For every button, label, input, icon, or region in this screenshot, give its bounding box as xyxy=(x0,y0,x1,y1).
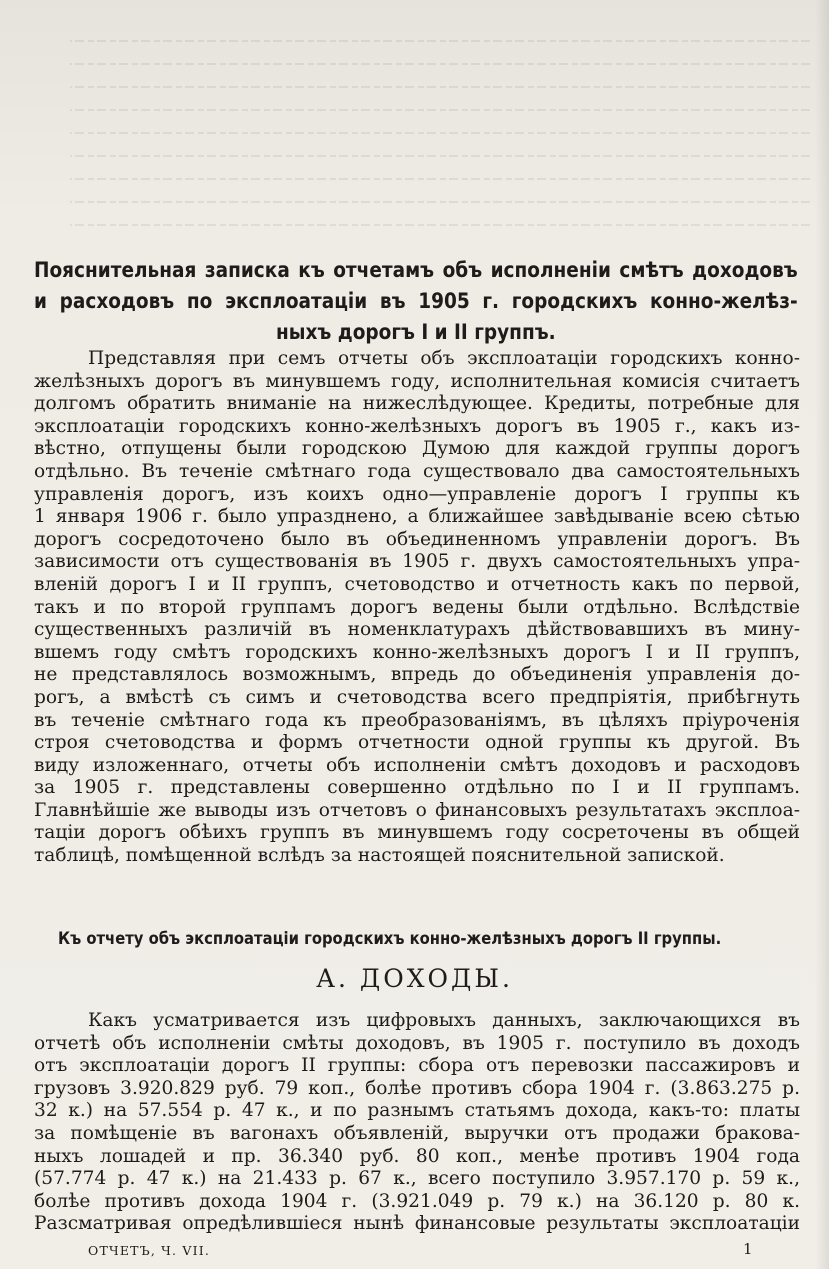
text-line: 1 января 1906 г. было упразднено, а ближайшее завѣдываніе всею сѣтью xyxy=(34,506,800,528)
text-line: вѣстно, отпущены были городскою Думою для каждой группы дорогъ xyxy=(34,438,800,460)
text-line: вленій дорогъ I и II группъ, счетоводство и отчетность какъ по первой, xyxy=(34,573,800,595)
text-line: рогъ, а вмѣстѣ съ симъ и счетоводства всего предпріятія, прибѣгнуть xyxy=(34,686,800,708)
text-line: управленія дорогъ, изъ коихъ одно—управленіе дорогъ I группы къ xyxy=(34,483,800,505)
text-line: отчетѣ объ исполненіи смѣты доходовъ, въ 1905 г. поступило въ доходъ xyxy=(34,1032,800,1054)
text-line: дорогъ сосредоточено было въ объединенномъ управленіи дорогъ. Въ xyxy=(34,528,800,550)
text-line: вшемъ году смѣтъ городскихъ конно-желѣзныхъ дорогъ I и II группъ, xyxy=(34,641,800,663)
section-title: А. ДОХОДЫ. xyxy=(316,964,513,993)
text-line: 32 к.) на 57.554 р. 47 к., и по разнымъ статьямъ дохода, какъ-то: платы xyxy=(34,1100,800,1122)
text-line: за помѣщеніе въ вагонахъ объявленій, выручки отъ продажи бракова- xyxy=(34,1122,800,1144)
text-line: Представляя при семъ отчеты объ эксплоатаціи городскихъ конно- xyxy=(88,348,800,369)
text-line: Главнѣйшіе же выводы изъ отчетовъ о финансовыхъ результатахъ эксплоа- xyxy=(34,799,800,821)
text-line: за 1905 г. представлены совершенно отдѣльно по I и II группамъ. xyxy=(34,777,800,799)
text-line: такъ и по второй группамъ дорогъ ведены были отдѣльно. Вслѣдствіе xyxy=(34,596,800,618)
heading-line: Пояснительная записка къ отчетамъ объ исполненіи смѣтъ доходовъ xyxy=(34,258,798,283)
text-line: (57.774 р. 47 к.) на 21.433 р. 67 к., всего поступило 3.957.170 р. 59 к., xyxy=(34,1168,800,1190)
bleed-through-texture xyxy=(70,40,810,255)
page-edge-shadow xyxy=(815,0,829,1269)
text-line: виду изложеннаго, отчеты объ исполненіи смѣтъ доходовъ и расходовъ xyxy=(34,754,800,776)
heading-line: ныхъ дорогъ I и II группъ. xyxy=(276,320,556,345)
text-line: таблицѣ, помѣщенной вслѣдъ за настоящей пояснительной запиской. xyxy=(34,845,725,867)
text-line: эксплоатаціи городскихъ конно-желѣзныхъ дорогъ въ 1905 г., какъ из- xyxy=(34,415,800,437)
text-line: болѣе противъ дохода 1904 г. (3.921.049 р. 79 к.) на 36.120 р. 80 к. xyxy=(34,1190,800,1212)
text-line: строя счетоводства и формъ отчетности одной группы къ другой. Въ xyxy=(34,732,800,754)
text-line: Разсматривая опредѣлившіеся нынѣ финансовые результаты эксплоатаціи xyxy=(34,1213,800,1235)
text-line: Какъ усматривается изъ цифровыхъ данныхъ, заключающихся въ xyxy=(88,1010,800,1031)
text-line: ныхъ лошадей и пр. 36.340 руб. 80 коп., менѣе противъ 1904 года xyxy=(34,1145,800,1167)
footer-report-part: ОТЧЕТЪ, Ч. VII. xyxy=(88,1243,211,1258)
text-line: желѣзныхъ дорогъ въ минувшемъ году, исполнительная комисія считаетъ xyxy=(34,370,800,392)
text-line: долгомъ обратить вниманіе на нижеслѣдующее. Кредиты, потребные для xyxy=(34,393,800,415)
text-line: грузовъ 3.920.829 руб. 79 коп., болѣе противъ сбора 1904 г. (3.863.275 р. xyxy=(34,1077,800,1099)
text-line: не представлялось возможнымъ, впредь до объединенія управленія до- xyxy=(34,664,800,686)
heading-line: и расходовъ по эксплоатаціи въ 1905 г. городскихъ конно-желѣз- xyxy=(34,289,798,314)
document-heading xyxy=(34,255,798,348)
text-line: отъ эксплоатаціи дорогъ II группы: сбора отъ перевозки пассажировъ и xyxy=(34,1055,800,1077)
income-paragraph xyxy=(34,1010,800,1236)
page-number: 1 xyxy=(743,1240,753,1258)
intro-paragraph xyxy=(34,348,800,868)
text-line: отдѣльно. Въ теченіе смѣтнаго года существовало два самостоятельныхъ xyxy=(34,460,800,482)
text-line: зависимости отъ существованія въ 1905 г. двухъ самостоятельныхъ упра- xyxy=(34,551,800,573)
section-subheading: Къ отчету объ эксплоатаціи городскихъ конно-желѣзныхъ дорогъ II группы. xyxy=(58,929,722,949)
text-line: таціи дорогъ обѣихъ группъ въ минувшемъ году сосреточены въ общей xyxy=(34,822,800,844)
text-line: существенныхъ различій въ номенклатурахъ дѣйствовавшихъ въ мину- xyxy=(34,619,800,641)
text-line: въ теченіе смѣтнаго года къ преобразованіямъ, въ цѣляхъ пріуроченія xyxy=(34,709,800,731)
